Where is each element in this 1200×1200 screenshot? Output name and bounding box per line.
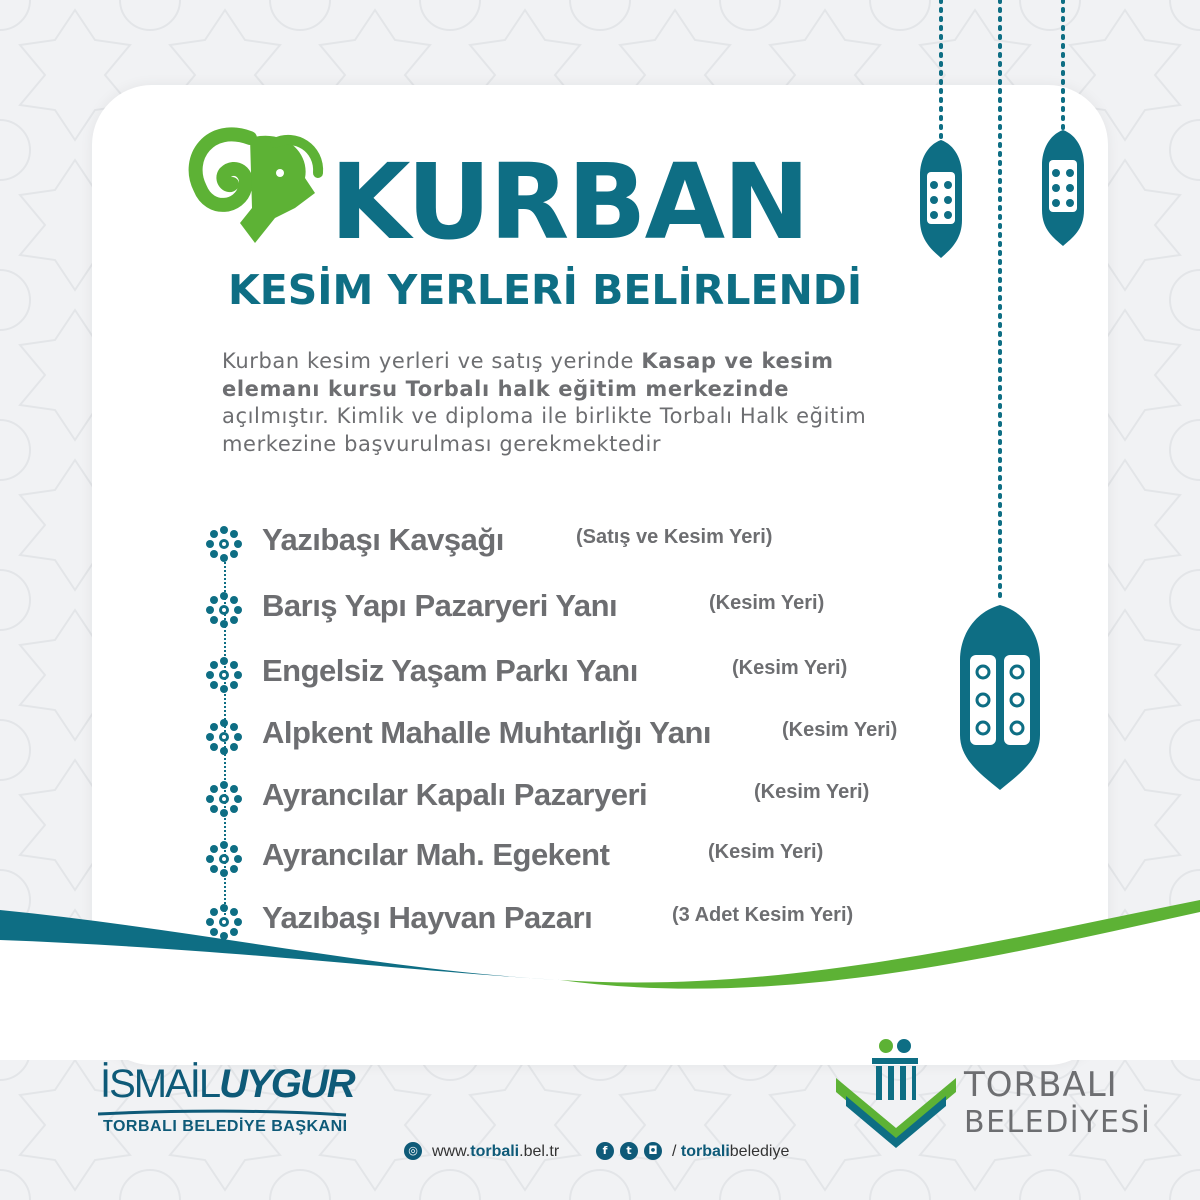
lantern-large xyxy=(960,605,1040,790)
location-note: (Kesim Yeri) xyxy=(708,841,824,863)
website-link[interactable] xyxy=(432,1143,559,1161)
mayor-first-name: İSMAİL xyxy=(100,1062,220,1106)
list-item xyxy=(204,773,964,817)
social-suffix: belediye xyxy=(729,1143,790,1160)
social-prefix: / xyxy=(672,1143,681,1160)
website-suffix: .bel.tr xyxy=(519,1143,560,1160)
location-note: (Kesim Yeri) xyxy=(782,719,898,741)
organization-subtitle: BELEDİYESİ xyxy=(964,1105,1152,1140)
location-name: Barış Yapı Pazaryeri Yanı xyxy=(262,588,618,623)
rosette-icon xyxy=(204,655,244,695)
location-note: (Kesim Yeri) xyxy=(732,657,848,679)
list-item xyxy=(204,649,964,693)
rosette-icon xyxy=(204,524,244,564)
mayor-underline xyxy=(98,1108,348,1118)
list-item xyxy=(204,896,964,940)
rosette-icon xyxy=(204,779,244,819)
lantern-small-left xyxy=(920,140,962,258)
twitter-icon[interactable]: t xyxy=(620,1142,638,1160)
mayor-title: TORBALI BELEDİYE BAŞKANI xyxy=(103,1118,348,1135)
instagram-icon[interactable]: ◘ xyxy=(644,1142,662,1160)
social-bold: torbali xyxy=(680,1143,730,1160)
website-bold: torbali xyxy=(470,1143,520,1160)
rosette-icon xyxy=(204,839,244,879)
mayor-last-name: UYGUR xyxy=(219,1062,354,1106)
headline: KURBAN xyxy=(330,141,809,263)
intro-paragraph xyxy=(222,348,902,458)
location-name: Yazıbaşı Hayvan Pazarı xyxy=(262,900,593,935)
location-note: (Kesim Yeri) xyxy=(754,781,870,803)
website-prefix: www. xyxy=(432,1143,471,1160)
footer xyxy=(400,1142,820,1164)
location-note: (Kesim Yeri) xyxy=(709,592,825,614)
mayor-name xyxy=(100,1064,354,1104)
social-handle[interactable] xyxy=(672,1143,789,1161)
organization-name: TORBALI xyxy=(964,1065,1118,1105)
rosette-icon xyxy=(204,902,244,942)
list-item xyxy=(204,711,964,755)
list-item xyxy=(204,518,964,562)
location-name: Yazıbaşı Kavşağı xyxy=(262,522,504,557)
list-item xyxy=(204,833,964,877)
location-name: Ayrancılar Kapalı Pazaryeri xyxy=(262,777,648,812)
municipality-logo xyxy=(836,1036,956,1148)
rosette-icon xyxy=(204,590,244,630)
list-item xyxy=(204,584,964,628)
location-name: Engelsiz Yaşam Parkı Yanı xyxy=(262,653,638,688)
location-note: (Satış ve Kesim Yeri) xyxy=(576,526,773,548)
location-name: Alpkent Mahalle Muhtarlığı Yanı xyxy=(262,715,712,750)
location-name: Ayrancılar Mah. Egekent xyxy=(262,837,610,872)
facebook-icon[interactable]: f xyxy=(596,1142,614,1160)
location-note: (3 Adet Kesim Yeri) xyxy=(672,904,854,926)
ram-logo xyxy=(180,118,330,248)
subheadline: KESİM YERLERİ BELİRLENDİ xyxy=(228,266,863,314)
rosette-icon xyxy=(204,717,244,757)
globe-icon: ◎ xyxy=(404,1142,422,1160)
intro-text-2: açılmıştır. Kimlik ve diploma ile birlikte Torbalı Halk eğitim merkezine başvurulması gerekmektedir xyxy=(222,404,867,456)
intro-text-1: Kurban kesim yerleri ve satış yerinde xyxy=(222,349,642,373)
intro-text-bold: Kasap ve kesim elemanı kursu Torbalı halk eğitim merkezinde xyxy=(222,349,834,401)
lantern-small-right xyxy=(1042,130,1084,246)
